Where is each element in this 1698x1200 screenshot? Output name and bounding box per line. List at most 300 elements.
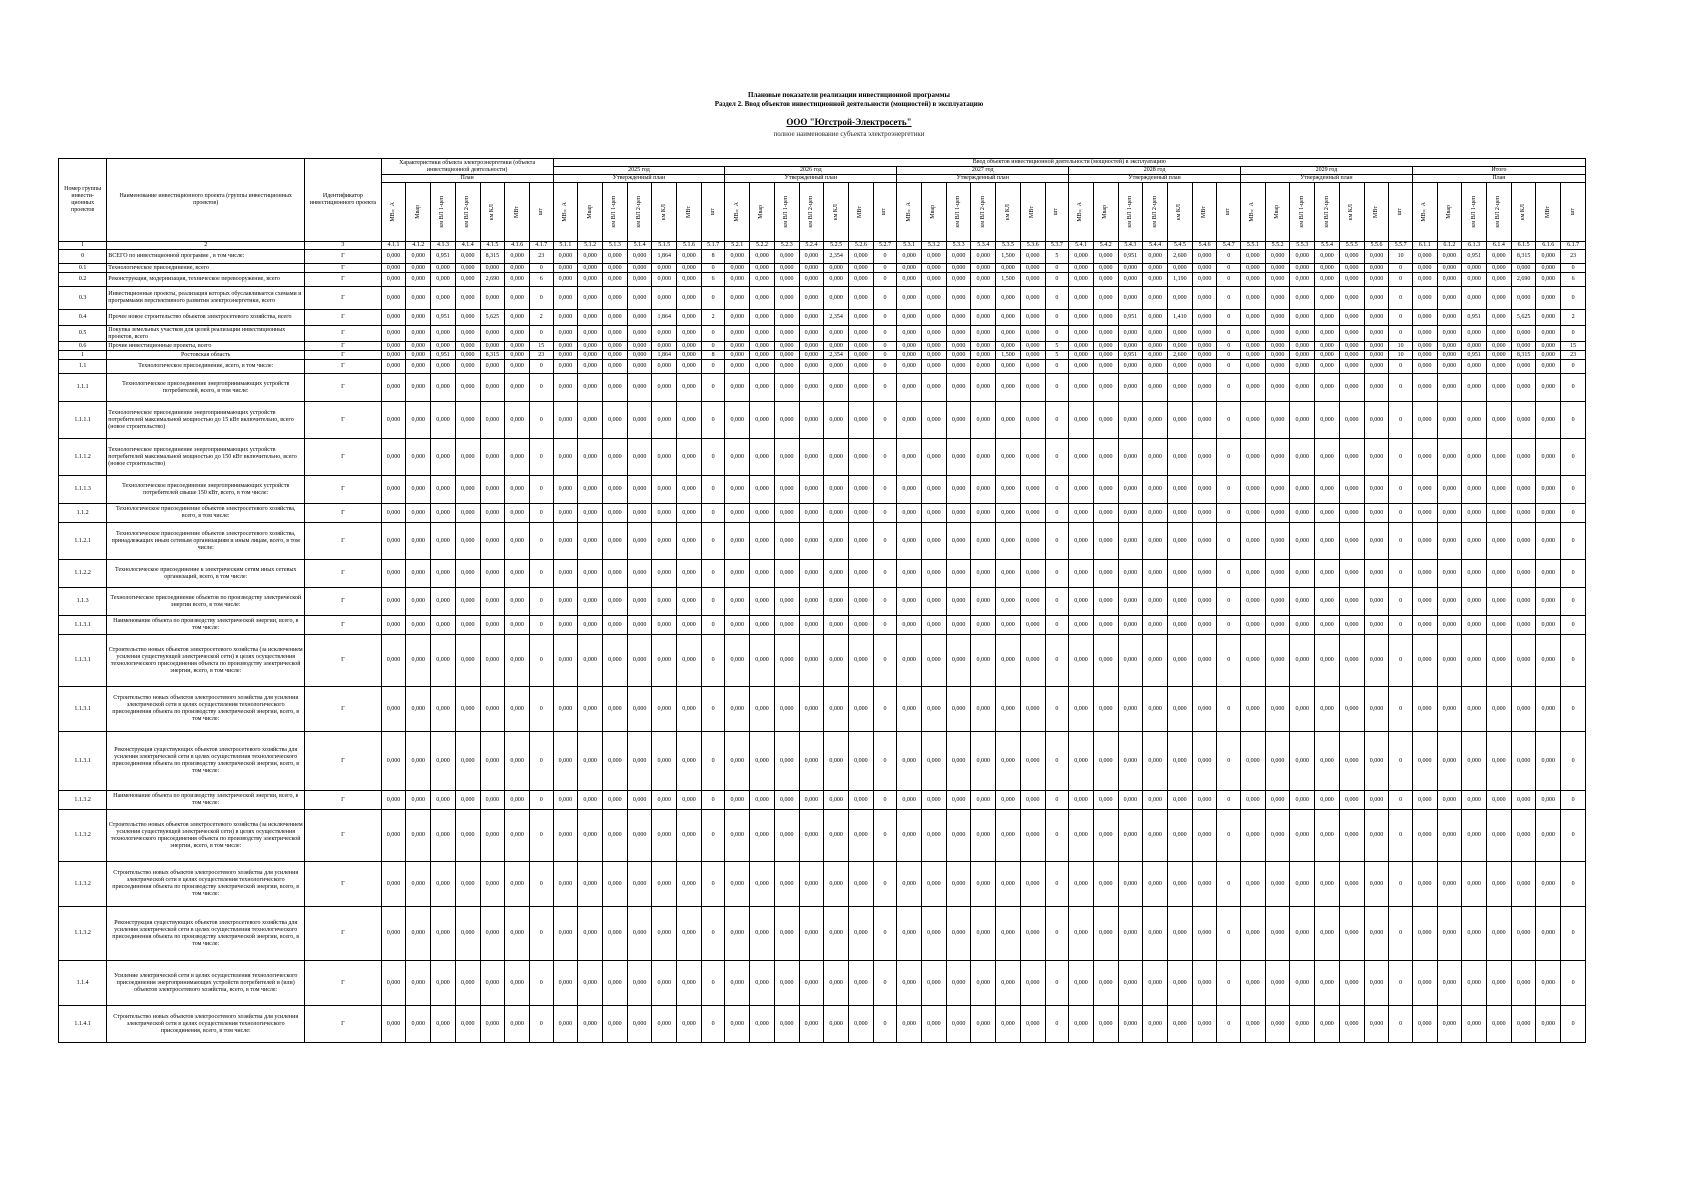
value-cell: 0 xyxy=(873,476,897,504)
value-cell: 0,000 xyxy=(824,588,849,616)
value-cell: 0,000 xyxy=(406,504,431,523)
value-cell: 0,000 xyxy=(1093,273,1118,287)
table-body xyxy=(59,250,1586,1043)
value-cell: 0,000 xyxy=(1315,360,1340,374)
value-cell: 0 xyxy=(873,862,897,907)
value-cell: 0 xyxy=(1561,616,1586,635)
value-cell: 0,000 xyxy=(750,310,775,326)
value-cell: 0,000 xyxy=(725,250,750,264)
value-cell: 0,000 xyxy=(505,402,530,439)
value-cell: 0 xyxy=(1045,732,1069,791)
value-cell: 0,000 xyxy=(1437,273,1462,287)
value-cell: 0,000 xyxy=(1437,264,1462,273)
value-cell: 0 xyxy=(1045,402,1069,439)
table-row xyxy=(59,732,1586,791)
value-cell: 0,000 xyxy=(1265,810,1290,862)
column-number: 5.2.7 xyxy=(873,242,897,250)
value-cell: 0,000 xyxy=(946,287,971,310)
unit-label: км КЛ xyxy=(1176,203,1183,221)
value-cell: 0,000 xyxy=(1364,310,1389,326)
header-row-top xyxy=(59,159,1586,167)
value-cell: 0 xyxy=(1217,907,1241,961)
value-cell: 0,000 xyxy=(921,439,946,476)
value-cell: 0 xyxy=(1217,635,1241,687)
value-cell: 0,000 xyxy=(652,326,677,342)
value-cell: 0,000 xyxy=(381,732,406,791)
row-name: Реконструкция существующих объектов электросетевого хозяйства для усиления электрической сети в целях осуществления технологического присоединения объекта по производству электрической энергии, всего, в том числе: xyxy=(107,907,305,961)
value-cell: 0,000 xyxy=(824,476,849,504)
value-cell: 0,000 xyxy=(1511,476,1536,504)
value-cell: 0,000 xyxy=(1536,616,1561,635)
value-cell: 0,000 xyxy=(849,287,874,310)
value-cell: 0,000 xyxy=(971,374,996,402)
row-identifier: Г xyxy=(305,351,382,360)
value-cell: 0,000 xyxy=(725,476,750,504)
value-cell: 0,000 xyxy=(627,273,652,287)
value-cell: 0,000 xyxy=(1339,961,1364,1006)
unit-label: МВ×А xyxy=(561,202,568,222)
value-cell: 0,000 xyxy=(1118,635,1143,687)
value-cell: 0,000 xyxy=(1143,961,1168,1006)
value-cell: 2,600 xyxy=(1168,351,1193,360)
value-cell: 0,000 xyxy=(1240,862,1265,907)
value-cell: 0,000 xyxy=(553,907,578,961)
column-number: 5.5.7 xyxy=(1389,242,1413,250)
value-cell: 0 xyxy=(1389,504,1413,523)
value-cell: 0,000 xyxy=(480,616,505,635)
value-cell: 0 xyxy=(529,287,553,310)
table-row xyxy=(59,616,1586,635)
value-cell: 0,000 xyxy=(627,310,652,326)
value-cell: 0,000 xyxy=(1192,616,1217,635)
value-cell: 0,000 xyxy=(455,402,480,439)
unit-header xyxy=(873,183,897,242)
unit-label: км КЛ xyxy=(488,203,495,221)
value-cell: 0,000 xyxy=(996,342,1021,351)
value-cell: 0,000 xyxy=(1093,351,1118,360)
value-cell: 0,000 xyxy=(1487,588,1512,616)
value-cell: 0,000 xyxy=(750,342,775,351)
value-cell: 0,000 xyxy=(1487,616,1512,635)
value-cell: 0,000 xyxy=(1168,810,1193,862)
value-cell: 0,000 xyxy=(1536,342,1561,351)
row-identifier: Г xyxy=(305,907,382,961)
row-number: 0.3 xyxy=(59,287,107,310)
value-cell: 0,000 xyxy=(627,810,652,862)
value-cell: 0,000 xyxy=(1364,616,1389,635)
unit-label: Мвар xyxy=(758,205,765,219)
value-cell: 0,000 xyxy=(431,439,456,476)
value-cell: 0,000 xyxy=(1265,687,1290,732)
value-cell: 6 xyxy=(701,273,725,287)
value-cell: 0,000 xyxy=(1265,326,1290,342)
value-cell: 0,000 xyxy=(971,687,996,732)
value-cell: 0 xyxy=(1045,504,1069,523)
value-cell: 0,000 xyxy=(750,264,775,273)
value-cell: 0,000 xyxy=(1412,326,1437,342)
value-cell: 0,000 xyxy=(921,264,946,273)
value-cell: 0,000 xyxy=(627,732,652,791)
value-cell: 0,000 xyxy=(799,402,824,439)
value-cell: 0,000 xyxy=(578,476,603,504)
value-cell: 0,000 xyxy=(381,360,406,374)
value-cell: 0,000 xyxy=(1412,476,1437,504)
unit-label: МВт xyxy=(1201,206,1208,218)
value-cell: 0,000 xyxy=(1265,732,1290,791)
value-cell: 0 xyxy=(1217,351,1241,360)
value-cell: 0,000 xyxy=(1487,523,1512,560)
value-cell: 0,000 xyxy=(1143,791,1168,810)
value-cell: 0,000 xyxy=(505,961,530,1006)
value-cell: 0,000 xyxy=(406,250,431,264)
row-number: 1.1.3.2 xyxy=(59,907,107,961)
value-cell: 0,000 xyxy=(381,560,406,588)
value-cell: 0 xyxy=(701,402,725,439)
value-cell: 0,000 xyxy=(1487,791,1512,810)
value-cell: 0,000 xyxy=(602,310,627,326)
value-cell: 0,000 xyxy=(1290,635,1315,687)
column-number: 5.1.2 xyxy=(578,242,603,250)
value-cell: 5 xyxy=(1045,351,1069,360)
value-cell: 0,000 xyxy=(406,360,431,374)
value-cell: 0,000 xyxy=(849,351,874,360)
table-row xyxy=(59,273,1586,287)
row-name: Технологическое присоединение объектов электросетевого хозяйства, принадлежащих иным сетевым организациям и иным лицам, всего, в том числе: xyxy=(107,523,305,560)
value-cell: 0 xyxy=(1389,862,1413,907)
value-cell: 0,000 xyxy=(725,907,750,961)
value-cell: 0,000 xyxy=(1315,342,1340,351)
unit-label: шт xyxy=(1397,208,1404,216)
value-cell: 0 xyxy=(1045,326,1069,342)
value-cell: 0,000 xyxy=(725,791,750,810)
value-cell: 0,000 xyxy=(505,560,530,588)
value-cell: 0,000 xyxy=(1364,342,1389,351)
value-cell: 0,000 xyxy=(946,310,971,326)
value-cell: 0,000 xyxy=(725,862,750,907)
value-cell: 0,000 xyxy=(652,504,677,523)
value-cell: 0 xyxy=(1045,287,1069,310)
value-cell: 0,000 xyxy=(1339,523,1364,560)
value-cell: 0,000 xyxy=(1240,732,1265,791)
unit-header xyxy=(1462,183,1487,242)
row-name: Технологическое присоединение энергопринимающих устройств потребителей максимальной мощностью до 15 кВт включительно, всего (новое строительство) xyxy=(107,402,305,439)
value-cell: 0 xyxy=(701,687,725,732)
value-cell: 0,000 xyxy=(1265,287,1290,310)
value-cell: 0,000 xyxy=(652,523,677,560)
value-cell: 0,000 xyxy=(553,360,578,374)
value-cell: 0,000 xyxy=(602,635,627,687)
organization-caption: полное наименование субъекта электроэнергетики xyxy=(773,130,925,138)
value-cell: 0,000 xyxy=(1364,374,1389,402)
value-cell: 0,000 xyxy=(1339,351,1364,360)
value-cell: 0,000 xyxy=(1487,250,1512,264)
value-cell: 0,000 xyxy=(824,439,849,476)
value-cell: 0,000 xyxy=(431,616,456,635)
value-cell: 0,000 xyxy=(677,588,702,616)
value-cell: 0,000 xyxy=(996,616,1021,635)
table-header xyxy=(59,159,1586,250)
value-cell: 0,000 xyxy=(1240,439,1265,476)
header-year: 2027 год xyxy=(897,167,1069,175)
value-cell: 0,000 xyxy=(505,264,530,273)
value-cell: 0,000 xyxy=(602,402,627,439)
value-cell: 0,000 xyxy=(824,264,849,273)
value-cell: 0 xyxy=(529,374,553,402)
row-number: 1.1.1 xyxy=(59,374,107,402)
value-cell: 0,000 xyxy=(971,862,996,907)
value-cell: 0,000 xyxy=(824,287,849,310)
value-cell: 0,000 xyxy=(505,310,530,326)
value-cell: 0,000 xyxy=(553,264,578,273)
value-cell: 0,000 xyxy=(406,374,431,402)
value-cell: 0,000 xyxy=(1290,264,1315,273)
value-cell: 0,000 xyxy=(431,732,456,791)
value-cell: 0,000 xyxy=(750,476,775,504)
value-cell: 0 xyxy=(1217,310,1241,326)
value-cell: 0 xyxy=(701,862,725,907)
value-cell: 1,500 xyxy=(996,273,1021,287)
value-cell: 0,000 xyxy=(431,264,456,273)
value-cell: 0,000 xyxy=(406,476,431,504)
value-cell: 0,000 xyxy=(1069,402,1094,439)
value-cell: 0,000 xyxy=(1192,360,1217,374)
value-cell: 0,000 xyxy=(1069,560,1094,588)
value-cell: 0,000 xyxy=(578,523,603,560)
value-cell: 0,951 xyxy=(431,310,456,326)
value-cell: 0,000 xyxy=(1020,374,1045,402)
value-cell: 0,000 xyxy=(1069,351,1094,360)
value-cell: 0,000 xyxy=(1339,635,1364,687)
value-cell: 0,000 xyxy=(553,439,578,476)
value-cell: 0,000 xyxy=(1315,1006,1340,1043)
row-identifier: Г xyxy=(305,374,382,402)
value-cell: 8,315 xyxy=(480,351,505,360)
unit-label: шт xyxy=(881,208,888,216)
value-cell: 0,000 xyxy=(1437,588,1462,616)
value-cell: 0,000 xyxy=(946,326,971,342)
value-cell: 0,000 xyxy=(381,310,406,326)
row-number: 0.2 xyxy=(59,273,107,287)
value-cell: 0,000 xyxy=(1069,310,1094,326)
value-cell: 0,000 xyxy=(406,791,431,810)
value-cell: 0,000 xyxy=(725,342,750,351)
value-cell: 0,000 xyxy=(774,907,799,961)
value-cell: 0,000 xyxy=(553,791,578,810)
value-cell: 0,000 xyxy=(725,635,750,687)
value-cell: 0 xyxy=(529,616,553,635)
value-cell: 0,000 xyxy=(1462,560,1487,588)
value-cell: 0,000 xyxy=(774,310,799,326)
value-cell: 0,000 xyxy=(971,810,996,862)
value-cell: 0,000 xyxy=(1192,961,1217,1006)
value-cell: 0,000 xyxy=(1290,523,1315,560)
table-row xyxy=(59,687,1586,732)
value-cell: 0,000 xyxy=(431,342,456,351)
value-cell: 0,000 xyxy=(1511,342,1536,351)
value-cell: 0,000 xyxy=(1487,326,1512,342)
unit-label: МВт xyxy=(1544,206,1551,218)
value-cell: 0,000 xyxy=(774,360,799,374)
value-cell: 0,000 xyxy=(1536,907,1561,961)
value-cell: 0,000 xyxy=(505,360,530,374)
value-cell: 0,000 xyxy=(1339,504,1364,523)
value-cell: 0,000 xyxy=(652,360,677,374)
value-cell: 0,000 xyxy=(1290,791,1315,810)
value-cell: 0,000 xyxy=(1536,862,1561,907)
row-name: Прочие инвестиционные проекты, всего xyxy=(107,342,305,351)
value-cell: 0,000 xyxy=(677,374,702,402)
header-total-plan: План xyxy=(1412,175,1585,183)
value-cell: 0,000 xyxy=(627,616,652,635)
value-cell: 0,000 xyxy=(1487,351,1512,360)
row-name: Строительство новых объектов электросетевого хозяйства для усиления электрической сети в целях осуществления технологического присоединения, всего, в том числе: xyxy=(107,1006,305,1043)
value-cell: 0,000 xyxy=(1143,810,1168,862)
value-cell: 0,000 xyxy=(602,588,627,616)
value-cell: 0,000 xyxy=(1364,1006,1389,1043)
value-cell: 0,000 xyxy=(1118,402,1143,439)
value-cell: 0 xyxy=(1561,523,1586,560)
value-cell: 0,000 xyxy=(602,250,627,264)
value-cell: 0,000 xyxy=(946,342,971,351)
value-cell: 0,000 xyxy=(406,616,431,635)
value-cell: 0,000 xyxy=(1240,326,1265,342)
value-cell: 0,000 xyxy=(578,961,603,1006)
value-cell: 0,000 xyxy=(431,961,456,1006)
unit-label: шт xyxy=(1569,208,1576,216)
value-cell: 0,000 xyxy=(1487,687,1512,732)
value-cell: 0 xyxy=(1045,687,1069,732)
column-number: 4.1.3 xyxy=(431,242,456,250)
value-cell: 0,000 xyxy=(1020,264,1045,273)
value-cell: 0,000 xyxy=(381,687,406,732)
value-cell: 0,000 xyxy=(1143,1006,1168,1043)
value-cell: 0,951 xyxy=(431,351,456,360)
row-identifier: Г xyxy=(305,310,382,326)
unit-header xyxy=(701,183,725,242)
row-identifier: Г xyxy=(305,360,382,374)
value-cell: 0,000 xyxy=(1437,351,1462,360)
value-cell: 0,000 xyxy=(971,360,996,374)
value-cell: 0,000 xyxy=(553,588,578,616)
value-cell: 0,000 xyxy=(381,342,406,351)
value-cell: 0,000 xyxy=(578,402,603,439)
value-cell: 0,000 xyxy=(1536,287,1561,310)
value-cell: 0,000 xyxy=(652,264,677,273)
column-number: 2 xyxy=(107,242,305,250)
value-cell: 0,000 xyxy=(1118,273,1143,287)
value-cell: 0,000 xyxy=(1536,732,1561,791)
value-cell: 0,000 xyxy=(677,504,702,523)
value-cell: 0 xyxy=(701,287,725,310)
value-cell: 0,000 xyxy=(627,961,652,1006)
value-cell: 0,000 xyxy=(1364,810,1389,862)
value-cell: 0,000 xyxy=(1192,810,1217,862)
value-cell: 0,000 xyxy=(849,560,874,588)
unit-header xyxy=(381,183,406,242)
value-cell: 0,000 xyxy=(1462,342,1487,351)
unit-label: Мвар xyxy=(414,205,421,219)
value-cell: 0,000 xyxy=(1192,287,1217,310)
value-cell: 0,000 xyxy=(406,310,431,326)
value-cell: 0,000 xyxy=(627,264,652,273)
value-cell: 0 xyxy=(1045,907,1069,961)
value-cell: 0 xyxy=(1045,635,1069,687)
value-cell: 0,000 xyxy=(1069,687,1094,732)
value-cell: 0,000 xyxy=(1364,791,1389,810)
value-cell: 0,000 xyxy=(677,326,702,342)
value-cell: 0,000 xyxy=(677,907,702,961)
value-cell: 0 xyxy=(873,907,897,961)
column-number: 3 xyxy=(305,242,382,250)
value-cell: 0,000 xyxy=(774,439,799,476)
value-cell: 0,000 xyxy=(480,439,505,476)
value-cell: 0 xyxy=(1217,560,1241,588)
value-cell: 0,000 xyxy=(824,961,849,1006)
value-cell: 0,000 xyxy=(1265,635,1290,687)
value-cell: 0,000 xyxy=(799,588,824,616)
value-cell: 0 xyxy=(1217,273,1241,287)
value-cell: 0,000 xyxy=(996,310,1021,326)
value-cell: 0,000 xyxy=(505,732,530,791)
value-cell: 0,000 xyxy=(1315,791,1340,810)
value-cell: 0,000 xyxy=(824,560,849,588)
value-cell: 0,000 xyxy=(1093,687,1118,732)
value-cell: 0,000 xyxy=(1168,342,1193,351)
value-cell: 0,000 xyxy=(505,342,530,351)
row-number: 1.1.1.3 xyxy=(59,476,107,504)
value-cell: 0 xyxy=(701,439,725,476)
unit-label: Мвар xyxy=(1274,205,1281,219)
value-cell: 0,000 xyxy=(1487,310,1512,326)
value-cell: 0,000 xyxy=(725,810,750,862)
value-cell: 0 xyxy=(873,326,897,342)
value-cell: 0,000 xyxy=(1511,732,1536,791)
value-cell: 0,000 xyxy=(1143,560,1168,588)
row-name: Реконструкция, модернизация, техническое перевооружение, всего xyxy=(107,273,305,287)
value-cell: 0 xyxy=(873,560,897,588)
value-cell: 0 xyxy=(1045,961,1069,1006)
value-cell: 0,000 xyxy=(725,616,750,635)
value-cell: 0,000 xyxy=(627,250,652,264)
column-number: 1 xyxy=(59,242,107,250)
unit-header xyxy=(578,183,603,242)
value-cell: 0,000 xyxy=(849,810,874,862)
value-cell: 0,000 xyxy=(921,961,946,1006)
table-row xyxy=(59,287,1586,310)
header-approved-plan: Утвержденный план xyxy=(725,175,897,183)
value-cell: 0,000 xyxy=(1240,351,1265,360)
value-cell: 0 xyxy=(701,360,725,374)
value-cell: 0,000 xyxy=(677,287,702,310)
value-cell: 0,000 xyxy=(505,1006,530,1043)
value-cell: 0,000 xyxy=(946,791,971,810)
row-name: Прочее новое строительство объектов электросетевого хозяйства, всего xyxy=(107,310,305,326)
value-cell: 0,000 xyxy=(1290,273,1315,287)
value-cell: 0,000 xyxy=(725,732,750,791)
value-cell: 0,000 xyxy=(1412,862,1437,907)
value-cell: 0,000 xyxy=(455,961,480,1006)
value-cell: 0,000 xyxy=(1437,504,1462,523)
value-cell: 0,000 xyxy=(1069,862,1094,907)
value-cell: 8,315 xyxy=(1511,250,1536,264)
value-cell: 0,000 xyxy=(1462,504,1487,523)
value-cell: 0,000 xyxy=(553,273,578,287)
value-cell: 0,000 xyxy=(774,287,799,310)
column-number: 6.1.5 xyxy=(1511,242,1536,250)
value-cell: 0,000 xyxy=(677,351,702,360)
value-cell: 0,000 xyxy=(578,862,603,907)
row-identifier: Г xyxy=(305,476,382,504)
